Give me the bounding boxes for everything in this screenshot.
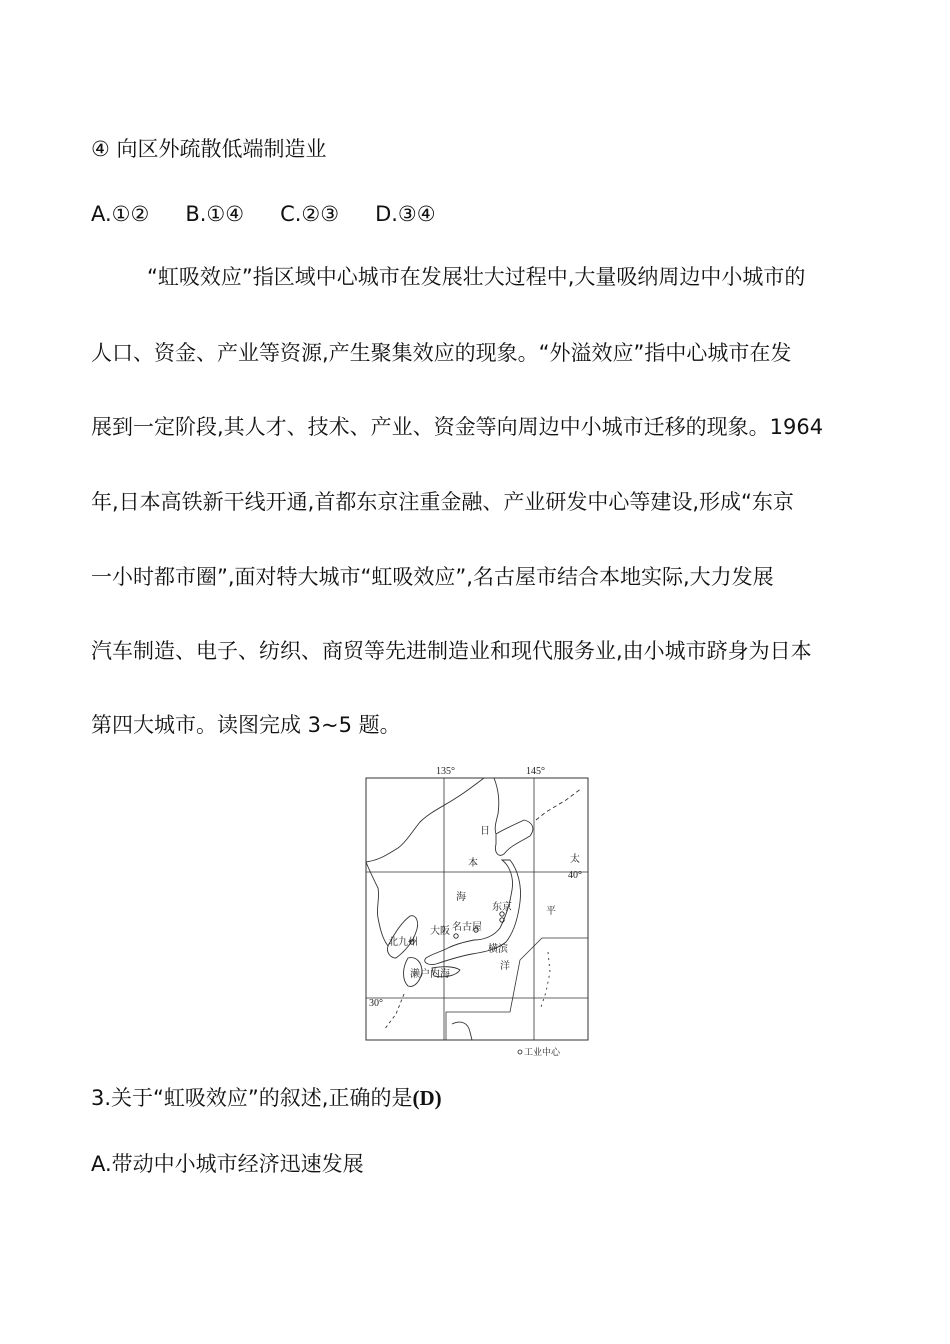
legend-marker [518, 1050, 522, 1054]
japan-map [360, 762, 592, 1060]
ocean-label-1: 太 [570, 854, 580, 865]
question-3-option-a: A.带动中小城市经济迅速发展 [91, 1152, 364, 1176]
passage-line-1: “虹吸效应”指区域中心城市在发展壮大过程中,大量吸纳周边中小城市的 [147, 265, 806, 289]
question-3 [91, 1084, 442, 1112]
passage-line-3: 展到一定阶段,其人才、技术、产业、资金等向周边中小城市迁移的现象。1964 [91, 415, 824, 439]
option-b: B.①④ [185, 202, 245, 226]
ocean-label-3: 洋 [500, 961, 510, 972]
legend-label: 工业中心 [524, 1048, 561, 1058]
sea-label-2: 本 [468, 858, 478, 869]
question-3-answer: (D) [412, 1086, 442, 1110]
question-3-stem: 3.关于“虹吸效应”的叙述,正确的是 [91, 1086, 413, 1110]
option-item-4: ④ 向区外疏散低端制造业 [91, 137, 327, 161]
option-a: A.①② [91, 202, 150, 226]
lon-label-135: 135° [436, 766, 455, 777]
passage-line-7: 第四大城市。读图完成 3~5 题。 [91, 713, 401, 737]
lat-label-30: 30° [369, 998, 383, 1009]
city-label-kitakyushu: 北九州 [388, 937, 418, 948]
city-label-nagoya: 名古屋 [452, 922, 482, 933]
ocean-label-2: 平 [546, 906, 556, 917]
lat-label-40: 40° [568, 870, 582, 881]
lon-label-145: 145° [526, 766, 545, 777]
passage-line-4: 年,日本高铁新干线开通,首都东京注重金融、产业研发中心等建设,形成“东京 [91, 490, 794, 514]
region-label-seto: 濑户内海 [410, 969, 450, 980]
option-c: C.②③ [280, 202, 340, 226]
city-label-osaka: 大阪 [430, 926, 450, 937]
option-d: D.③④ [375, 202, 436, 226]
sea-label-3: 海 [456, 892, 466, 903]
passage-line-6: 汽车制造、电子、纺织、商贸等先进制造业和现代服务业,由小城市跻身为日本 [91, 639, 812, 663]
answer-options-previous [91, 200, 472, 228]
city-label-tokyo: 东京 [492, 902, 512, 913]
city-label-yokohama: 横滨 [488, 944, 508, 955]
passage-line-2: 人口、资金、产业等资源,产生聚集效应的现象。“外溢效应”指中心城市在发 [91, 341, 792, 365]
sea-label-1: 日 [480, 826, 490, 837]
passage-line-5: 一小时都市圈”,面对特大城市“虹吸效应”,名古屋市结合本地实际,大力发展 [91, 565, 774, 589]
